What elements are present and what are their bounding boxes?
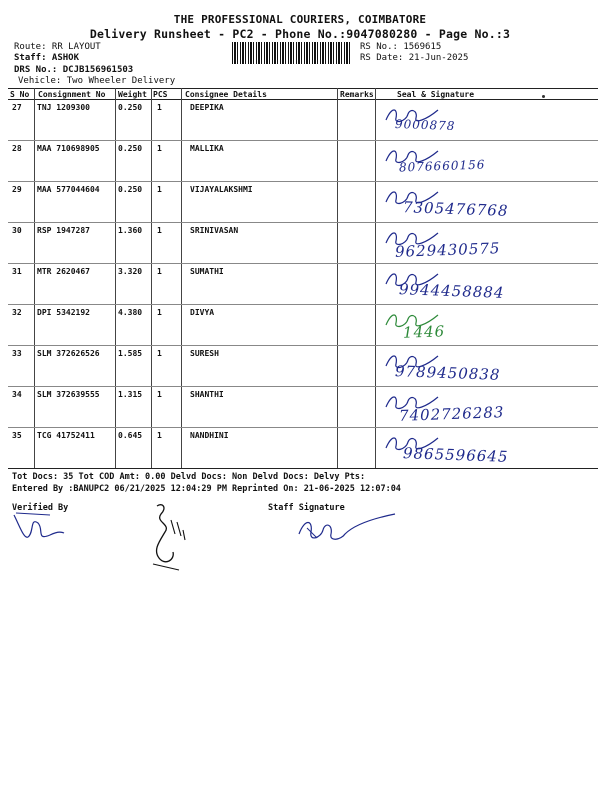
- row-divider: [8, 345, 598, 346]
- col-header-weight: Weight: [118, 90, 147, 99]
- verified-by-label: Verified By: [12, 503, 69, 513]
- row-signature-number: 1446: [402, 322, 446, 342]
- row-pcs: 1: [157, 349, 162, 358]
- row-divider: [8, 181, 598, 182]
- col-header-pcs: PCS: [153, 90, 168, 99]
- row-consignee: SRINIVASAN: [190, 226, 239, 235]
- row-signature-scribble: [382, 389, 442, 413]
- row-consignment-no: TCG 41752411: [37, 431, 95, 440]
- col-header-sno: S No: [10, 90, 30, 99]
- row-divider: [8, 386, 598, 387]
- row-consignment-no: TNJ 1209300: [37, 103, 90, 112]
- vehicle-label: Vehicle: Two Wheeler Delivery: [18, 76, 176, 86]
- row-sno: 31: [12, 267, 22, 276]
- row-weight: 3.320: [118, 267, 143, 276]
- row-divider: [8, 304, 598, 305]
- row-sno: 28: [12, 144, 22, 153]
- runsheet-title: Delivery Runsheet - PC2 - Phone No.:9047080280 - Page No.:3: [89, 27, 511, 41]
- staff-label: Staff: ASHOK: [14, 53, 80, 63]
- row-pcs: 1: [157, 103, 162, 112]
- row-signature-number: 7402726283: [398, 403, 505, 425]
- row-pcs: 1: [157, 308, 162, 317]
- row-signature-scribble: [382, 266, 442, 290]
- barcode: [232, 42, 352, 64]
- col-header-consignment: Consignment No: [38, 90, 106, 99]
- staff-signature-label: Staff Signature: [268, 503, 345, 513]
- row-weight: 1.315: [118, 390, 143, 399]
- row-weight: 0.250: [118, 144, 143, 153]
- row-signature-scribble: [382, 184, 442, 208]
- col-header-consignee: Consignee Details: [185, 90, 267, 99]
- row-divider: [8, 427, 598, 428]
- row-consignee: SUMATHI: [190, 267, 224, 276]
- row-signature-number: 8076660156: [398, 157, 486, 175]
- row-consignment-no: RSP 1947287: [37, 226, 90, 235]
- row-consignment-no: MAA 710698905: [37, 144, 100, 153]
- row-weight: 0.250: [118, 185, 143, 194]
- col-header-signature: Seal & Signature: [397, 90, 475, 99]
- row-pcs: 1: [157, 185, 162, 194]
- drs-no-label: DRS No.: DCJB156961503: [14, 65, 134, 75]
- row-consignment-no: MTR 2620467: [37, 267, 90, 276]
- row-signature-scribble: [382, 102, 442, 126]
- row-consignment-no: MAA 577044604: [37, 185, 100, 194]
- row-signature-scribble: [382, 143, 442, 167]
- row-divider: [8, 263, 598, 264]
- row-sno: 32: [12, 308, 22, 317]
- row-divider: [8, 140, 598, 141]
- row-weight: 1.360: [118, 226, 143, 235]
- row-weight: 1.585: [118, 349, 143, 358]
- row-consignee: DIVYA: [190, 308, 215, 317]
- row-signature-number: 9000878: [394, 116, 456, 134]
- col-header-remarks: Remarks: [340, 90, 374, 99]
- rs-no-label: RS No.: 1569615: [360, 42, 442, 52]
- row-sno: 30: [12, 226, 22, 235]
- mark-dot: [542, 95, 545, 98]
- row-pcs: 1: [157, 431, 162, 440]
- verified-signature: [10, 505, 70, 545]
- row-sno: 33: [12, 349, 22, 358]
- row-consignee: SHANTHI: [190, 390, 224, 399]
- row-weight: 0.250: [118, 103, 143, 112]
- row-sno: 29: [12, 185, 22, 194]
- row-consignee: VIJAYALAKSHMI: [190, 185, 253, 194]
- row-sno: 34: [12, 390, 22, 399]
- staff-signature: [295, 508, 405, 548]
- row-consignee: DEEPIKA: [190, 103, 224, 112]
- row-consignment-no: DPI 5342192: [37, 308, 90, 317]
- entered-by-line: Entered By :BANUPC2 06/21/2025 12:04:29 PM Reprinted On: 21-06-2025 12:07:04: [12, 484, 401, 494]
- rs-date-label: RS Date: 21-Jun-2025: [360, 53, 469, 63]
- row-signature-scribble: [382, 307, 442, 331]
- row-pcs: 1: [157, 226, 162, 235]
- route-label: Route: RR LAYOUT: [14, 42, 101, 52]
- row-pcs: 1: [157, 390, 162, 399]
- company-title: THE PROFESSIONAL COURIERS, COIMBATORE: [173, 13, 427, 26]
- row-signature-number: 9629430575: [394, 239, 501, 261]
- row-signature-number: 7305476768: [402, 198, 509, 220]
- row-signature-number: 9944458884: [398, 280, 505, 302]
- row-consignment-no: SLM 372626526: [37, 349, 100, 358]
- checker-signature: [145, 500, 190, 575]
- row-sno: 27: [12, 103, 22, 112]
- row-signature-scribble: [382, 348, 442, 372]
- row-consignee: SURESH: [190, 349, 219, 358]
- row-consignment-no: SLM 372639555: [37, 390, 100, 399]
- row-sno: 35: [12, 431, 22, 440]
- row-pcs: 1: [157, 267, 162, 276]
- row-pcs: 1: [157, 144, 162, 153]
- row-signature-scribble: [382, 225, 442, 249]
- summary-line: Tot Docs: 35 Tot COD Amt: 0.00 Delvd Docs: Non Delvd Docs: Delvy Pts:: [12, 472, 366, 482]
- row-weight: 0.645: [118, 431, 143, 440]
- row-weight: 4.380: [118, 308, 143, 317]
- row-signature-number: 9865596645: [402, 444, 509, 466]
- row-consignee: NANDHINI: [190, 431, 229, 440]
- row-divider: [8, 222, 598, 223]
- row-consignee: MALLIKA: [190, 144, 224, 153]
- row-signature-number: 9789450838: [394, 362, 501, 384]
- row-signature-scribble: [382, 430, 442, 454]
